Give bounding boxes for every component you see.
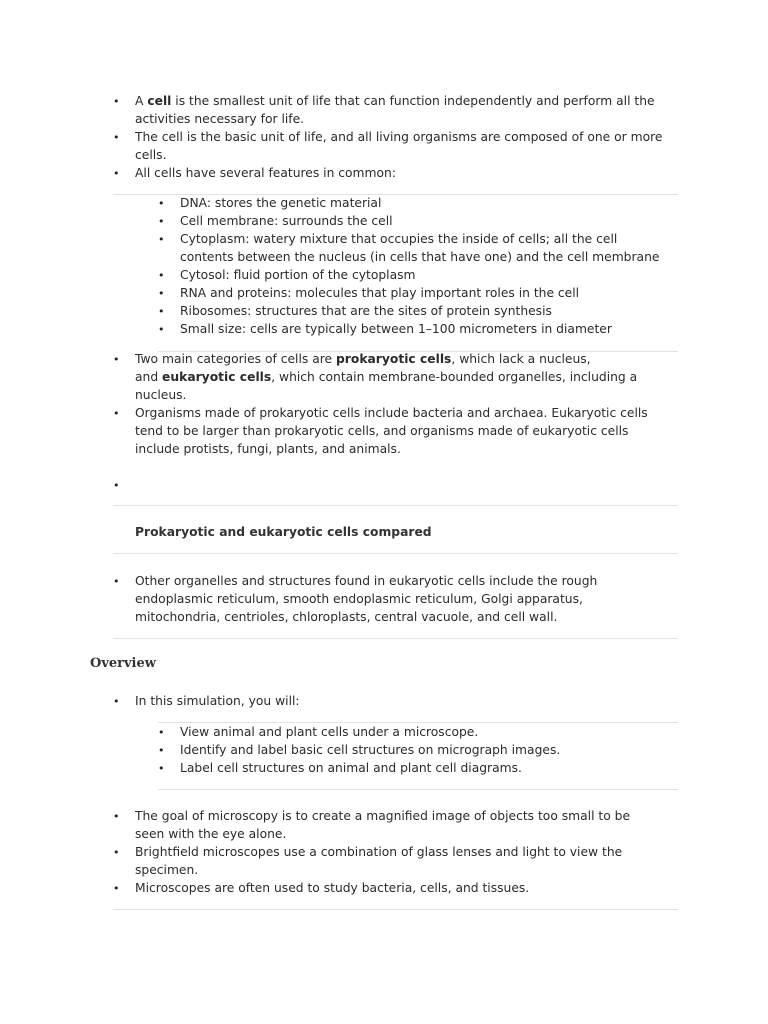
divider	[113, 553, 678, 554]
bullet: •	[158, 233, 165, 246]
term-cell: cell	[147, 94, 172, 108]
bullet: •	[113, 695, 120, 708]
bullet: •	[113, 353, 120, 366]
bullet: •	[113, 95, 120, 108]
term-eukaryotic: eukaryotic cells	[162, 369, 272, 384]
task-item: Label cell structures on animal and plant cell diagrams.	[180, 761, 522, 775]
bullet: •	[113, 810, 120, 823]
feature-item: RNA and proteins: molecules that play important roles in the cell	[180, 286, 580, 300]
figure-caption: Prokaryotic and eukaryotic cells compared	[135, 525, 432, 539]
bullet: •	[113, 575, 120, 588]
list-item: All cells have several features in common:	[135, 166, 396, 180]
list-item: Microscopes are often used to study bacteria, cells, and tissues.	[135, 881, 530, 895]
divider	[113, 909, 678, 910]
list-item: Other organelles and structures found in eukaryotic cells include the rough endoplasmic reticulum, smooth endoplasmic reticulum, Golgi apparatus, mitochondria, centrioles, chloroplasts, central vacuole, and cell wall.	[135, 574, 598, 624]
task-item: View animal and plant cells under a microscope.	[180, 725, 479, 739]
feature-item: Small size: cells are typically between 1–100 micrometers in diameter	[180, 322, 612, 336]
feature-item: Cytosol: fluid portion of the cytoplasm	[180, 268, 416, 282]
divider	[158, 722, 678, 723]
list-item: Two main categories of cells are prokaryotic cells, which lack a nucleus, and eukaryotic cells, which contain membrane-bounded organelles, including a nucleus.	[135, 352, 638, 402]
feature-item: DNA: stores the genetic material	[180, 196, 382, 210]
bullet: •	[113, 131, 120, 144]
divider	[158, 789, 678, 790]
list-item: The goal of microscopy is to create a magnified image of objects too small to be seen with the eye alone.	[135, 809, 631, 841]
bullet: •	[113, 167, 120, 180]
list-item: In this simulation, you will:	[135, 694, 300, 708]
divider	[113, 505, 678, 506]
bullet: •	[113, 407, 120, 420]
bullet: •	[158, 269, 165, 282]
divider	[113, 638, 678, 639]
bullet: •	[158, 305, 165, 318]
bullet: •	[158, 215, 165, 228]
list-item: Organisms made of prokaryotic cells include bacteria and archaea. Eukaryotic cells tend to be larger than prokaryotic cells, and organisms made of eukaryotic cells include protists, fungi, plants, and animals.	[135, 406, 648, 456]
term-prokaryotic: prokaryotic cells	[336, 352, 452, 366]
list-item: Brightfield microscopes use a combination of glass lenses and light to view the specimen.	[135, 845, 623, 877]
bullet: •	[113, 479, 120, 492]
bullet: •	[113, 882, 120, 895]
bullet: •	[158, 744, 165, 757]
bullet: •	[113, 846, 120, 859]
bullet: •	[158, 726, 165, 739]
bullet: •	[158, 287, 165, 300]
bullet: •	[158, 323, 165, 336]
feature-item: Ribosomes: structures that are the sites of protein synthesis	[180, 304, 552, 318]
bullet: •	[158, 197, 165, 210]
feature-item: Cell membrane: surrounds the cell	[180, 214, 393, 228]
list-item: A cell is the smallest unit of life that can function independently and perform all the activities necessary for life.	[135, 94, 655, 126]
feature-item: Cytoplasm: watery mixture that occupies the inside of cells; all the cell contents between the nucleus (in cells that have one) and the cell membrane	[180, 232, 660, 264]
bullet: •	[158, 762, 165, 775]
section-heading: Overview	[90, 656, 156, 671]
list-item: The cell is the basic unit of life, and all living organisms are composed of one or more cells.	[135, 130, 663, 162]
task-item: Identify and label basic cell structures on micrograph images.	[180, 743, 561, 757]
